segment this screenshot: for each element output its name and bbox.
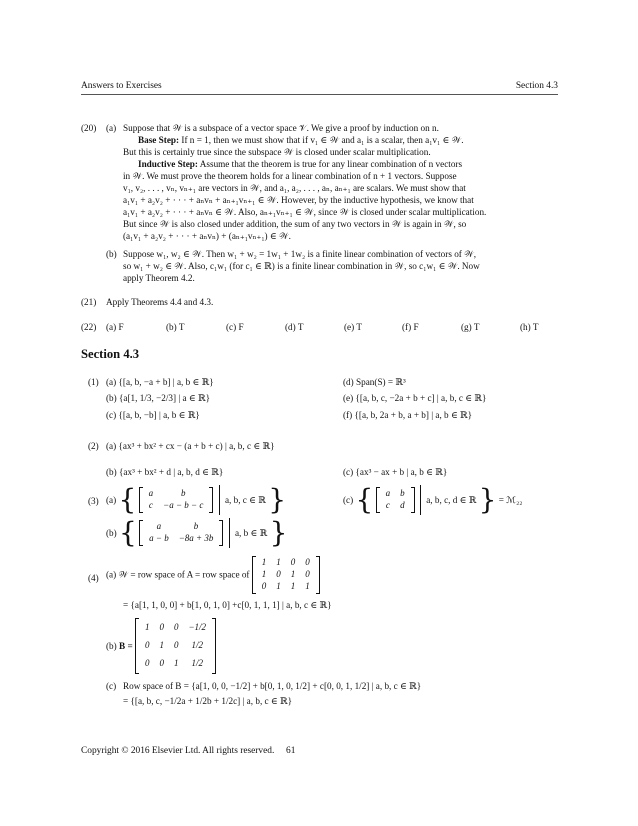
s4-a <box>106 556 320 594</box>
matrix-cell: b <box>193 521 199 532</box>
s1-e: (e) {[a, b, c, −2a + b + c] | a, b, c ∈ ℝ} <box>343 393 487 403</box>
inductive-step-text-2: in 𝒲. We must prove the theorem holds for a linear combination of n + 1 vectors. Suppose <box>123 171 457 181</box>
exercise-20b-line-3: apply Theorem 4.2. <box>123 273 195 283</box>
matrix-cell: a <box>385 488 391 499</box>
exercise-21-text: Apply Theorems 4.4 and 4.3. <box>106 297 214 307</box>
matrix-cell: 1 <box>290 568 296 579</box>
s4-c-label: (c) <box>106 681 117 691</box>
s1-f: (f) {[a, b, 2a + b, a + b] | a, b ∈ ℝ} <box>343 410 473 420</box>
s3-b-label: (b) <box>106 527 117 538</box>
s4-a-label: (a) <box>106 569 117 580</box>
matrix-cell: 1 <box>173 658 179 669</box>
matrix-cell: 0 <box>305 568 310 579</box>
left-brace-icon: { <box>118 483 137 516</box>
such-that-bar <box>420 485 421 515</box>
inductive-step-label: Inductive Step: <box>138 159 198 169</box>
tf-answer: (a) F <box>106 322 124 332</box>
matrix-cell: 0 <box>173 640 179 651</box>
base-step-text: If n = 1, then we must show that if v₁ ∈ 𝒲 and a₁ is a scalar, then a₁v₁ ∈ 𝒲. <box>181 135 464 145</box>
base-step-label: Base Step: <box>138 135 180 145</box>
s3-c-result: = ℳ₂₂ <box>498 494 523 505</box>
exercise-20b-label: (b) <box>106 249 117 259</box>
matrix-cell: b <box>180 488 186 499</box>
exercise-20a-intro: Suppose that 𝒲 is a subspace of a vector space 𝒱. We give a proof by induction on n. <box>123 123 439 133</box>
s4-number: (4) <box>88 573 99 583</box>
s2-b: (b) {ax³ + bx² + d | a, b, d ∈ ℝ} <box>106 467 224 477</box>
matrix-cell: −a − b − c <box>163 500 204 510</box>
matrix-cell: 1 <box>261 557 267 567</box>
inductive-step-text-3: v₁, v₂, . . . , vₙ, vₙ₊₁ are vectors in 𝒲, and a₁, a₂, . . . , aₙ, aₙ₊₁ are scalars. We must show that <box>123 183 466 193</box>
matrix-cell: 1 <box>290 580 296 591</box>
tf-answer: (e) T <box>344 322 362 332</box>
exercise-20a-label: (a) <box>106 123 117 133</box>
s1-number: (1) <box>88 377 99 387</box>
s4-b-matrix <box>135 618 216 674</box>
matrix-cell: 0 <box>144 658 150 669</box>
s3-c-label: (c) <box>343 494 354 505</box>
exercise-21-number: (21) <box>81 297 97 307</box>
matrix-cell: 1 <box>276 580 281 591</box>
matrix-cell: 1 <box>305 580 310 591</box>
matrix-cell: 0 <box>173 622 179 633</box>
matrix-cell: 0 <box>261 580 267 591</box>
matrix-cell: b <box>400 488 405 499</box>
s3-b <box>106 518 287 548</box>
matrix-cell: −8a + 3b <box>178 533 214 543</box>
matrix-cell: 0 <box>159 622 164 633</box>
matrix-cell: c <box>148 500 153 510</box>
exercise-20b-line-1: Suppose w₁, w₂ ∈ 𝒲. Then w₁ + w₂ = 1w₁ + 1w₂ is a finite linear combination of vectors of 𝒲, <box>123 249 477 259</box>
matrix-cell: 1 <box>144 622 150 633</box>
s3-b-condition: a, b ∈ ℝ <box>234 527 268 538</box>
left-brace-icon: { <box>355 483 374 516</box>
tf-answer: (d) T <box>285 322 304 332</box>
exercise-22-number: (22) <box>81 322 97 332</box>
inductive-step-text-6: But since 𝒲 is also closed under addition, the sum of any two vectors in 𝒲 is again in 𝒲, so <box>123 219 467 229</box>
matrix-cell: 1/2 <box>191 658 204 669</box>
s4-b-text: B = <box>119 640 133 651</box>
s3-number: (3) <box>88 496 99 506</box>
matrix-cell: 1/2 <box>191 640 204 651</box>
s2-c: (c) {ax³ − ax + b | a, b ∈ ℝ} <box>343 467 448 477</box>
base-step-text-2: But this is certainly true since the subspace 𝒲 is closed under scalar multiplication. <box>123 147 431 157</box>
header-right: Section 4.3 <box>515 81 558 91</box>
s4-a-line-2: = {a[1, 1, 0, 0] + b[1, 0, 1, 0] +c[0, 1, 1, 1] | a, b, c ∈ ℝ} <box>123 600 332 610</box>
tf-answer: (b) T <box>166 322 185 332</box>
tf-answer: (c) F <box>226 322 244 332</box>
s3-a-condition: a, b, c ∈ ℝ <box>224 494 266 505</box>
matrix-cell: −1/2 <box>188 622 207 633</box>
s4-b <box>106 618 216 674</box>
matrix-cell: 1 <box>159 640 164 651</box>
matrix-cell: 0 <box>290 557 296 567</box>
s4-c-line-1: Row space of B = {a[1, 0, 0, −1/2] + b[0, 1, 0, 1/2] + c[0, 0, 1, 1/2] | a, b, c ∈ ℝ} <box>123 681 422 691</box>
s4-c-line-2: = {[a, b, c, −1/2a + 1/2b + 1/2c] | a, b, c ∈ ℝ} <box>123 696 293 706</box>
inductive-step-text-1: Assume that the theorem is true for any linear combination of n vectors <box>199 159 463 169</box>
exercise-20-number: (20) <box>81 123 97 133</box>
footer-copyright: Copyright © 2016 Elsevier Ltd. All rights reserved. 61 <box>81 746 296 756</box>
s4-a-matrix <box>252 556 320 594</box>
inductive-step-text-4: a₁v₁ + a₂v₂ + · · · + aₙvₙ + aₙ₊₁vₙ₊₁ ∈ 𝒲. However, by the inductive hypothesis, we know that <box>123 195 474 205</box>
base-step <box>138 134 563 146</box>
left-brace-icon: { <box>119 516 137 549</box>
matrix-cell: 1 <box>261 568 267 579</box>
s4-b-label: (b) <box>106 640 117 651</box>
matrix-cell: a − b <box>149 533 169 543</box>
such-that-bar <box>219 485 220 515</box>
exercise-20b-line-2: so w₁ + w₂ ∈ 𝒲. Also, c₁w₁ (for c₁ ∈ ℝ) is a finite linear combination in 𝒲, so c₁w₁ ∈ 𝒲. Now <box>123 261 480 271</box>
right-brace-icon: } <box>269 516 288 549</box>
s1-c: (c) {[a, b, −b] | a, b ∈ ℝ} <box>106 410 200 420</box>
matrix-cell: 0 <box>305 557 310 567</box>
tf-answer: (f) F <box>402 322 419 332</box>
matrix-cell: 1 <box>276 557 281 567</box>
such-that-bar <box>229 518 230 548</box>
s3-a-matrix <box>139 487 214 513</box>
s1-a: (a) {[a, b, −a + b] | a, b ∈ ℝ} <box>106 377 214 387</box>
matrix-cell: a <box>148 488 154 499</box>
s4-a-text: 𝒲 = row space of A = row space of <box>118 569 250 580</box>
header-left: Answers to Exercises <box>81 81 162 91</box>
s2-number: (2) <box>88 441 99 451</box>
header-rule <box>81 94 558 95</box>
matrix-cell: 0 <box>159 658 164 669</box>
s2-a: (a) {ax³ + bx² + cx − (a + b + c) | a, b, c ∈ ℝ} <box>106 441 275 451</box>
s1-d: (d) Span(S) = ℝ³ <box>343 377 406 387</box>
s1-b: (b) {a[1, 1/3, −2/3] | a ∈ ℝ} <box>106 393 211 403</box>
tf-answer: (g) T <box>461 322 480 332</box>
s3-a <box>106 485 286 515</box>
inductive-step-text-5: a₁v₁ + a₂v₂ + · · · + aₙvₙ ∈ 𝒲. Also, aₙ₊₁vₙ₊₁ ∈ 𝒲, since 𝒲 is closed under scalar multiplication. <box>123 207 487 217</box>
right-brace-icon: } <box>268 483 287 516</box>
matrix-cell: c <box>385 500 390 510</box>
right-brace-icon: } <box>478 483 497 516</box>
matrix-cell: d <box>400 500 405 510</box>
inductive-step <box>138 158 563 170</box>
s3-c-matrix <box>376 487 415 513</box>
inductive-step-text-7: (a₁v₁ + a₂v₂ + · · · + aₙvₙ) + (aₙ₊₁vₙ₊₁) ∈ 𝒲. <box>123 231 291 241</box>
s3-c <box>343 485 523 515</box>
matrix-cell: a <box>156 521 162 532</box>
s3-a-label: (a) <box>106 494 117 505</box>
section-title: Section 4.3 <box>81 347 140 361</box>
s3-c-condition: a, b, c, d ∈ ℝ <box>426 494 477 505</box>
tf-answer: (h) T <box>520 322 539 332</box>
matrix-cell: 0 <box>276 568 281 579</box>
matrix-cell: 0 <box>144 640 150 651</box>
s3-b-matrix <box>139 520 223 546</box>
